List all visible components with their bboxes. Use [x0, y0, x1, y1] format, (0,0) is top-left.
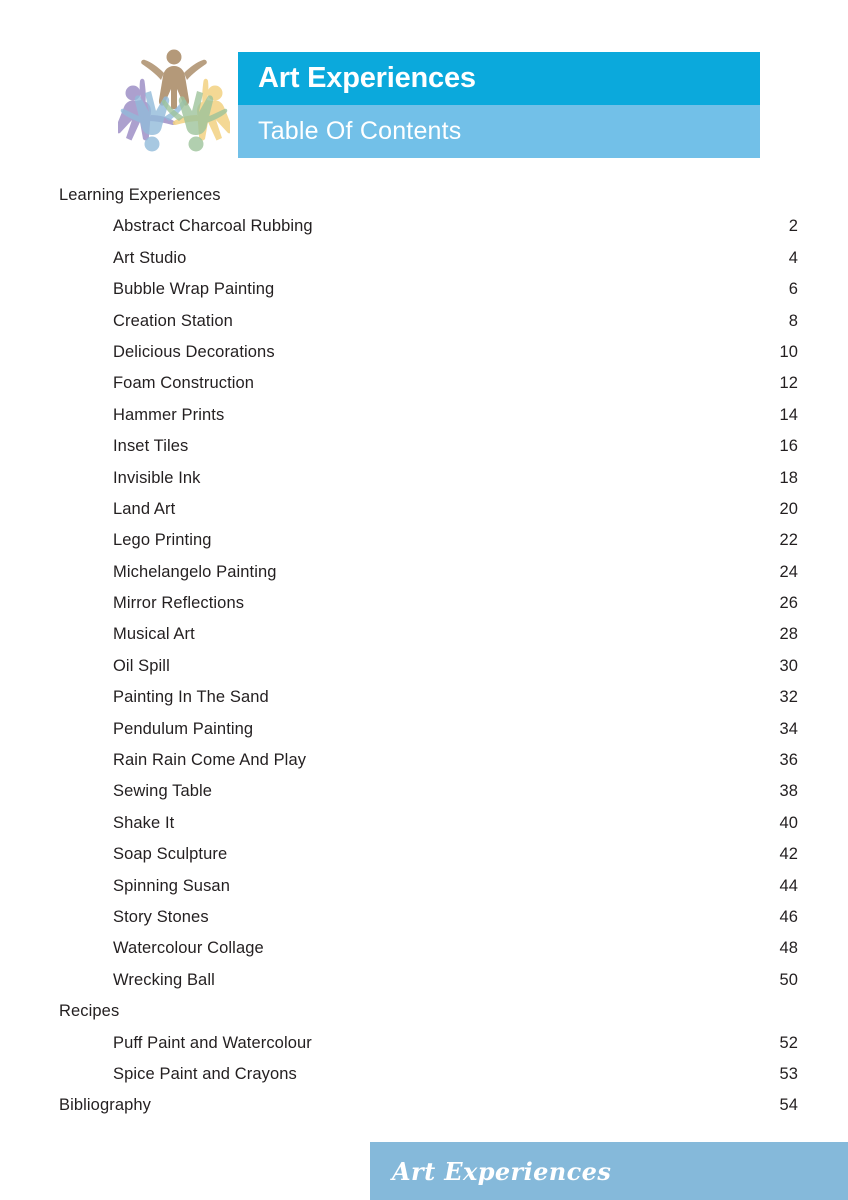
toc-entry-label: Art Studio	[113, 248, 187, 267]
toc-entry[interactable]	[0, 1034, 848, 1065]
toc-entry-page-number: 34	[779, 719, 798, 738]
toc-entry[interactable]	[0, 625, 848, 656]
toc-section-heading[interactable]	[0, 1096, 848, 1127]
toc-entry-page-number: 14	[779, 405, 798, 424]
header-title-block	[238, 52, 760, 158]
toc-entry-page-number: 22	[779, 531, 798, 550]
toc-entry[interactable]	[0, 845, 848, 876]
toc-entry-page-number: 52	[779, 1033, 798, 1052]
toc-section-heading[interactable]	[0, 186, 848, 217]
toc-section-page-number: 54	[779, 1096, 798, 1115]
toc-entry-page-number: 24	[779, 562, 798, 581]
toc-entry-label: Rain Rain Come And Play	[113, 751, 307, 770]
toc-entry[interactable]	[0, 312, 848, 343]
page-header	[0, 40, 848, 170]
toc-entry-page-number: 20	[779, 499, 798, 518]
toc-entry-label: Land Art	[113, 499, 176, 518]
toc-section-heading[interactable]	[0, 1002, 848, 1033]
page-title: Art Experiences	[258, 62, 476, 94]
toc-entry[interactable]	[0, 1065, 848, 1096]
toc-entry-page-number: 53	[779, 1064, 798, 1083]
toc-entry-page-number: 8	[788, 311, 798, 330]
toc-entry-label: Story Stones	[113, 907, 209, 926]
toc-entry-label: Spice Paint and Crayons	[113, 1064, 297, 1083]
toc-entry-page-number: 42	[779, 845, 798, 864]
toc-entry-page-number: 6	[788, 280, 798, 299]
toc-entry[interactable]	[0, 720, 848, 751]
toc-entry-label: Musical Art	[113, 625, 195, 644]
toc-entry-label: Bubble Wrap Painting	[113, 280, 275, 299]
page-footer	[370, 1142, 848, 1200]
toc-entry[interactable]	[0, 782, 848, 813]
toc-entry[interactable]	[0, 657, 848, 688]
toc-entry-label: Soap Sculpture	[113, 845, 228, 864]
toc-entry-label: Wrecking Ball	[113, 970, 215, 989]
toc-entry-page-number: 50	[779, 970, 798, 989]
toc-entry-page-number: 12	[779, 374, 798, 393]
toc-entry-label: Abstract Charcoal Rubbing	[113, 217, 313, 236]
toc-entry-label: Lego Printing	[113, 531, 212, 550]
toc-entry-page-number: 2	[788, 217, 798, 236]
toc-section-label: Bibliography	[59, 1096, 152, 1115]
toc-entry-page-number: 10	[779, 342, 798, 361]
toc-entry-label: Watercolour Collage	[113, 939, 264, 958]
page-subtitle: Table Of Contents	[258, 117, 462, 145]
toc-entry[interactable]	[0, 939, 848, 970]
toc-section-label: Learning Experiences	[59, 186, 221, 204]
toc-entry[interactable]	[0, 374, 848, 405]
toc-section-label: Recipes	[59, 1002, 120, 1021]
toc-entry-page-number: 30	[779, 656, 798, 675]
toc-entry[interactable]	[0, 814, 848, 845]
toc-entry-label: Mirror Reflections	[113, 594, 245, 613]
header-title-bar	[238, 52, 760, 105]
toc-entry-page-number: 32	[779, 688, 798, 707]
toc-entry-label: Pendulum Painting	[113, 719, 254, 738]
footer-title: Art Experiences	[392, 1156, 612, 1186]
toc-entry[interactable]	[0, 437, 848, 468]
toc-entry-label: Spinning Susan	[113, 876, 230, 895]
toc-entry-page-number: 46	[779, 907, 798, 926]
toc-entry[interactable]	[0, 280, 848, 311]
toc-entry-label: Michelangelo Painting	[113, 562, 277, 581]
toc-entry-label: Painting In The Sand	[113, 688, 269, 707]
toc-entry[interactable]	[0, 751, 848, 782]
toc-entry[interactable]	[0, 563, 848, 594]
toc-entry-page-number: 28	[779, 625, 798, 644]
toc-entry[interactable]	[0, 908, 848, 939]
toc-entry[interactable]	[0, 688, 848, 719]
toc-entry[interactable]	[0, 500, 848, 531]
header-subtitle-bar	[238, 105, 760, 158]
toc-entry[interactable]	[0, 531, 848, 562]
toc-entry-label: Inset Tiles	[113, 437, 189, 456]
toc-entry-label: Creation Station	[113, 311, 233, 330]
table-of-contents	[0, 186, 848, 1128]
toc-entry-label: Oil Spill	[113, 656, 170, 675]
toc-entry-label: Sewing Table	[113, 782, 213, 801]
toc-entry-label: Delicious Decorations	[113, 342, 275, 361]
toc-entry-label: Hammer Prints	[113, 405, 225, 424]
toc-entry-label: Puff Paint and Watercolour	[113, 1033, 312, 1052]
toc-entry-label: Shake It	[113, 813, 175, 832]
toc-entry[interactable]	[0, 877, 848, 908]
toc-entry-page-number: 44	[779, 876, 798, 895]
toc-entry-page-number: 16	[779, 437, 798, 456]
toc-entry[interactable]	[0, 594, 848, 625]
toc-entry[interactable]	[0, 249, 848, 280]
toc-entry-label: Invisible Ink	[113, 468, 201, 487]
toc-entry-page-number: 36	[779, 751, 798, 770]
toc-entry[interactable]	[0, 217, 848, 248]
toc-entry-page-number: 26	[779, 594, 798, 613]
five-people-star-logo-icon	[118, 43, 230, 161]
toc-entry[interactable]	[0, 469, 848, 500]
toc-entry-label: Foam Construction	[113, 374, 255, 393]
toc-entry-page-number: 18	[779, 468, 798, 487]
toc-entry-page-number: 38	[779, 782, 798, 801]
toc-entry-page-number: 48	[779, 939, 798, 958]
toc-entry[interactable]	[0, 971, 848, 1002]
toc-entry-page-number: 4	[788, 248, 798, 267]
toc-entry-page-number: 40	[779, 813, 798, 832]
toc-entry[interactable]	[0, 406, 848, 437]
toc-entry[interactable]	[0, 343, 848, 374]
